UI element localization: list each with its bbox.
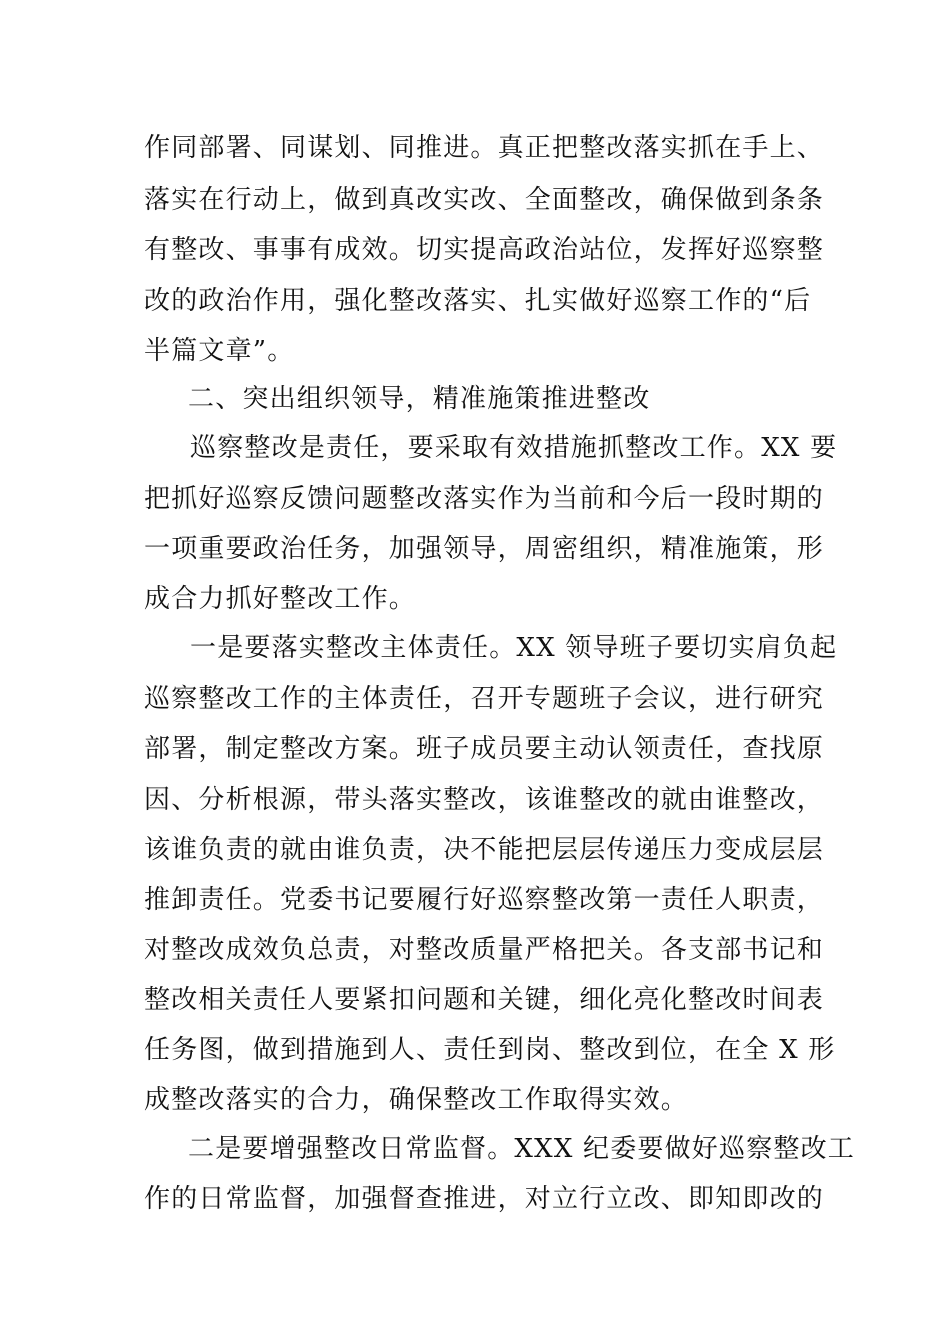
text-line: 有整改、事事有成效。切实提高政治站位，发挥好巡察整 [144, 235, 825, 265]
text-line: 成合力抓好整改工作。 [144, 584, 417, 614]
text-line: 该谁负责的就由谁负责，决不能把层层传递压力变成层层 [144, 835, 825, 865]
text-line: 把抓好巡察反馈问题整改落实作为当前和今后一段时期的 [144, 484, 825, 514]
text-line: 整改相关责任人要紧扣问题和关键，细化亮化整改时间表 [144, 985, 825, 1015]
text-line: 任务图，做到措施到人、责任到岗、整改到位，在全 X 形 [144, 1035, 836, 1065]
paragraph-first-line: 巡察整改是责任，要采取有效措施抓整改工作。XX 要 [190, 433, 838, 463]
text-line: 作的日常监督，加强督查推进，对立行立改、即知即改的 [144, 1184, 825, 1214]
paragraph-first-line: 一是要落实整改主体责任。XX 领导班子要切实肩负起 [190, 633, 838, 663]
text-line: 作同部署、同谋划、同推进。真正把整改落实抓在手上、 [144, 133, 825, 163]
text-line: 因、分析根源，带头落实整改，该谁整改的就由谁整改， [144, 785, 825, 815]
text-line: 推卸责任。党委书记要履行好巡察整改第一责任人职责， [144, 885, 825, 915]
text-line: 成整改落实的合力，确保整改工作取得实效。 [144, 1085, 689, 1115]
text-line: 落实在行动上，做到真改实改、全面整改，确保做到条条 [144, 185, 825, 215]
text-line: 巡察整改工作的主体责任，召开专题班子会议，进行研究 [144, 684, 825, 714]
text-line: 部署，制定整改方案。班子成员要主动认领责任，查找原 [144, 734, 825, 764]
text-line: 半篇文章”。 [144, 336, 295, 366]
text-line: 改的政治作用，强化整改落实、扎实做好巡察工作的“后 [144, 286, 812, 316]
text-line: 一项重要政治任务，加强领导，周密组织，精准施策，形 [144, 534, 825, 564]
text-line: 对整改成效负总责，对整改质量严格把关。各支部书记和 [144, 935, 825, 965]
paragraph-first-line: 二是要增强整改日常监督。XXX 纪委要做好巡察整改工 [188, 1134, 855, 1164]
section-heading: 二、突出组织领导，精准施策推进整改 [188, 384, 651, 414]
